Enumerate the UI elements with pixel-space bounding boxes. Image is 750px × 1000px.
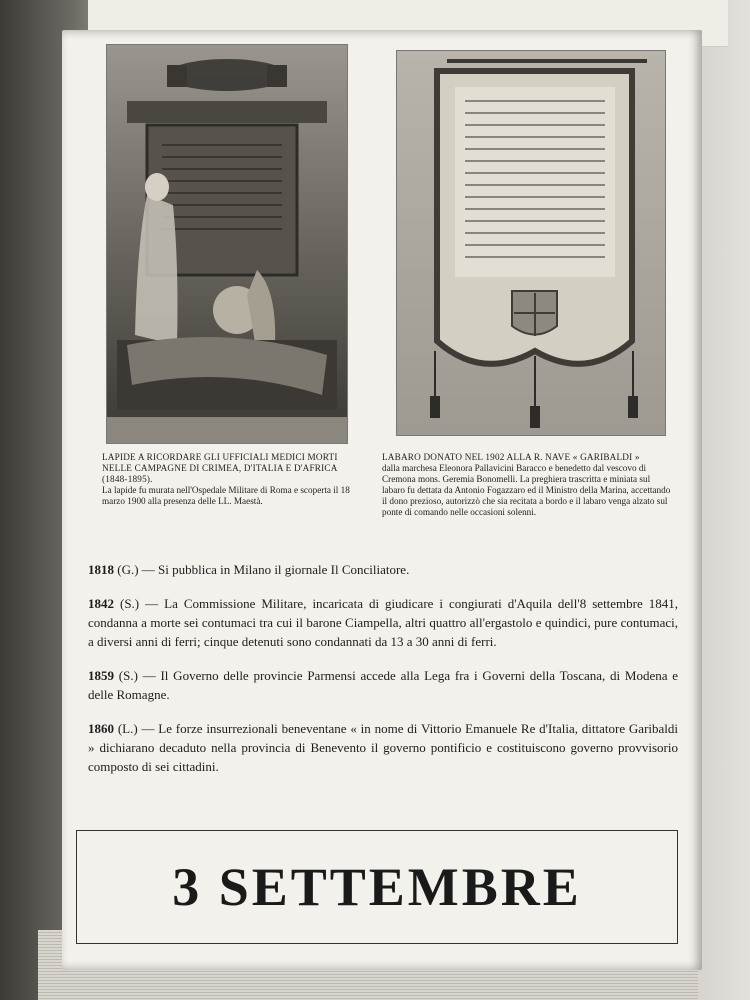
- entry-year: 1859: [88, 668, 114, 683]
- entry-source: (S.): [120, 596, 140, 611]
- date-header-box: [76, 830, 678, 944]
- entry-year: 1860: [88, 721, 114, 736]
- entry-1860: [88, 719, 678, 776]
- right-caption-title: LABARO DONATO NEL 1902 ALLA R. NAVE « GARIBALDI »: [382, 452, 640, 462]
- entry-source: (L.): [117, 721, 138, 736]
- labarum-banner-photo: [396, 50, 666, 436]
- entry-year: 1842: [88, 596, 114, 611]
- entry-1818: [88, 560, 678, 579]
- entry-1859: [88, 666, 678, 704]
- date-header: 3 SETTEMBRE: [172, 857, 582, 917]
- right-photo-caption: [382, 452, 672, 518]
- memorial-plaque-photo: [106, 44, 348, 444]
- calendar-page: [62, 30, 702, 970]
- entry-year: 1818: [88, 562, 114, 577]
- entry-text: — Si pubblica in Milano il giornale Il Conciliatore.: [141, 562, 410, 577]
- entry-1842: [88, 594, 678, 651]
- entry-source: (G.): [117, 562, 139, 577]
- left-caption-body: La lapide fu murata nell'Ospedale Militare di Roma e scoperta il 18 marzo 1900 alla presenza delle LL. Maestà.: [102, 485, 350, 506]
- entry-source: (S.): [118, 668, 138, 683]
- right-caption-body: dalla marchesa Eleonora Pallavicini Baracco e benedetto dal vescovo di Cremona mons. Geremia Bonomelli. La preghiera trascritta e miniata sul labaro fu dettata da Antonio Fogazzaro ed il Ministro della Marina, accettando il dono prezioso, autorizzò che sia recitata a bordo e il labaro venga alzato sul ponte di comando nelle occasioni solenni.: [382, 463, 671, 517]
- entry-text: — Il Governo delle provincie Parmensi accede alla Lega fra i Governi della Toscana, di Modena e delle Romagne.: [88, 668, 679, 702]
- left-caption-title: LAPIDE A RICORDARE GLI UFFICIALI MEDICI MORTI NELLE CAMPAGNE DI CRIMEA, D'ITALIA E D'AFRICA (1848-1895).: [102, 452, 338, 484]
- entry-text: — La Commissione Militare, incaricata di giudicare i congiurati d'Aquila dell'8 settembre 1841, condanna a morte sei contumaci tra cui il barone Ciampella, altri quattro all'ergastolo e quindici, pure contumaci, a diversi anni di ferri; cinque detenuti sono condannati da 13 a 30 anni di ferri.: [88, 596, 679, 649]
- historical-entries: [88, 560, 678, 791]
- entry-text: — Le forze insurrezionali beneventane « in nome di Vittorio Emanuele Re d'Italia, dittatore Garibaldi » dichiarano decaduto nella provincia di Benevento il governo pontificio e costituiscono governo provvisorio composto di sei cittadini.: [88, 721, 678, 774]
- left-photo-caption: [102, 452, 362, 507]
